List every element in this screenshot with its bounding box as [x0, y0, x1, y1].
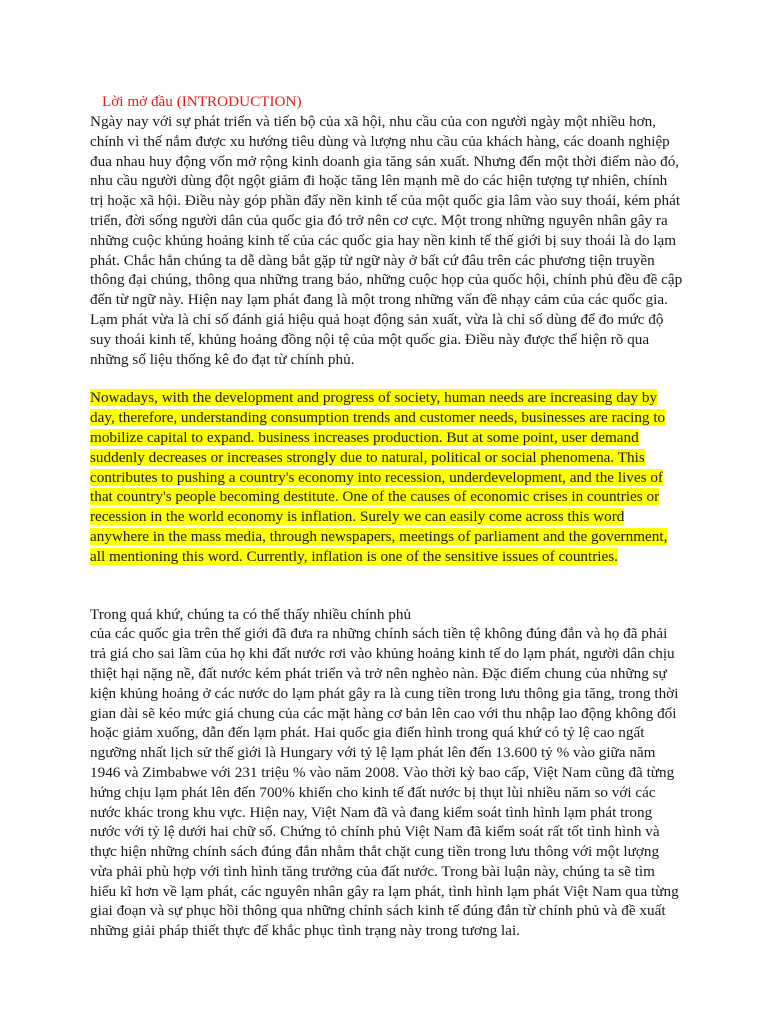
line-text: gian dài sẽ kéo mức giá chung của các mặt hàng cơ bản lên cao với thu nhập lao động không đổi	[90, 704, 677, 722]
line-text: hứng chịu lạm phát lên đến 700% khiến cho kinh tế đất nước bị thụt lùi nhiều năm so với các	[90, 783, 656, 801]
text-line	[90, 388, 680, 408]
text-line	[90, 211, 680, 231]
highlighted-text: that country's people becoming destitute. One of the causes of economic crises in countries or	[90, 488, 660, 506]
line-text: đến từ ngữ này. Hiện nay lạm phát đang là một trong những vấn đề nhạy cảm của các quốc gia.	[90, 291, 668, 309]
text-line	[90, 112, 680, 132]
text-line	[90, 723, 680, 743]
text-line	[90, 310, 680, 330]
vietnamese-history-paragraph	[90, 605, 680, 942]
text-line	[90, 743, 680, 763]
text-line	[90, 270, 683, 290]
line-text: hiểu kĩ hơn về lạm phát, các nguyên nhân gây ra lạm phát, tình hình lạm phát Việt Nam qua từng	[90, 882, 679, 900]
line-text: đua nhau huy động vốn mở rộng kinh doanh gia tăng sản xuất. Nhưng đến một thời điểm nào đó,	[90, 152, 680, 170]
text-line	[90, 547, 680, 567]
text-line	[90, 763, 680, 783]
text-line	[90, 527, 680, 547]
english-intro-paragraph-highlighted	[90, 388, 680, 566]
text-line	[90, 191, 680, 211]
line-text: nước với tỷ lệ dưới hai chữ số. Chứng tỏ chính phủ Việt Nam đã kiểm soát rất tốt tình hình và	[90, 823, 660, 841]
introduction-heading: Lời mở đầu (INTRODUCTION)	[102, 93, 302, 110]
line-text: thực hiện những chính sách đúng đắn nhằm thắt chặt cung tiền trong lưu thông với một lượng	[90, 843, 660, 861]
text-line	[90, 448, 680, 468]
line-text: Ngày nay với sự phát triển và tiến bộ của xã hội, nhu cầu của con người ngày một nhiều hơn,	[90, 113, 657, 130]
text-line	[90, 468, 680, 488]
text-line	[90, 644, 680, 664]
highlighted-text: Nowadays, with the development and progress of society, human needs are increasing day by	[90, 389, 658, 407]
text-line	[90, 803, 680, 823]
line-text: những số liệu thống kê đo đạt từ chính phủ.	[90, 350, 355, 368]
text-line	[90, 487, 680, 507]
line-text: của các quốc gia trên thế giới đã đưa ra những chính sách tiền tệ không đúng đắn và họ đã phải	[90, 625, 668, 643]
line-text: kiện khủng hoảng ở các nước do lạm phát gây ra là cung tiền trong lưu thông gia tăng, trong thời	[90, 684, 679, 702]
text-line	[90, 290, 680, 310]
vietnamese-intro-paragraph	[90, 112, 683, 369]
text-line	[90, 171, 680, 191]
text-line	[90, 862, 680, 882]
highlighted-text: suddenly decreases or increases strongly due to natural, political or social phenomena. This	[90, 448, 645, 466]
text-line	[90, 842, 680, 862]
line-text: nước khác trong khu vực. Hiện nay, Việt Nam đã và đang kiểm soát tình hình lạm phát trong	[90, 803, 653, 821]
text-line	[90, 605, 680, 625]
text-line	[90, 921, 680, 941]
line-text: trị hoặc xã hội. Điều này góp phần đẩy nền kinh tế của một quốc gia lâm vào suy thoái, kém phát	[90, 192, 681, 210]
document-page	[90, 92, 683, 941]
line-text: vừa phải phù hợp với tình hình tăng trưởng của đất nước. Trong bài luận này, chúng ta sẽ tìm	[90, 862, 655, 880]
line-text: thiệt hại nặng nề, đất nước kém phát triển và trở nên nghèo nàn. Đặc điểm chung của những sự	[90, 664, 667, 682]
line-text: hoặc giảm xuống, dẫn đến lạm phát. Hai quốc gia điển hình trong quá khứ có tỷ lệ cao ngất	[90, 724, 645, 742]
highlighted-text: anywhere in the mass media, through newspapers, meetings of parliament and the government,	[90, 527, 668, 545]
line-text: triển, đời sống người dân của quốc gia đó trở nên cơ cực. Một trong những nguyên nhân gây ra	[90, 211, 668, 229]
line-text: ngưỡng nhất lịch sử thế giới là Hungary với tỷ lệ lạm phát lên đến 13.600 tỷ % vào giữa năm	[90, 744, 656, 762]
text-line	[90, 152, 680, 172]
highlighted-text: all mentioning this word. Currently, inflation is one of the sensitive issues of countries.	[90, 547, 618, 565]
text-line	[90, 132, 680, 152]
text-line	[90, 901, 680, 921]
highlighted-text: recession in the world economy is inflation. Surely we can easily come across this word	[90, 508, 625, 526]
line-text: chính vì thế nắm được xu hướng tiêu dùng và lượng nhu cầu của khách hàng, các doanh nghiệp	[90, 132, 670, 150]
paragraph-gap-large	[90, 567, 680, 605]
text-line	[90, 350, 680, 370]
line-text: 1946 và Zimbabwe với 231 triệu % vào năm 2008. Vào thời kỳ bao cấp, Việt Nam cũng đã từng	[90, 763, 675, 781]
text-line	[90, 231, 680, 251]
text-line	[90, 330, 680, 350]
text-line	[90, 507, 680, 527]
line-text: Trong quá khứ, chúng ta có thể thấy nhiều chính phủ	[90, 605, 412, 623]
highlighted-text: day, therefore, understanding consumption trends and customer needs, businesses are racing to	[90, 409, 666, 427]
text-line	[90, 251, 680, 271]
highlighted-text: contributes to pushing a country's economy into recession, underdevelopment, and the lives of	[90, 468, 663, 486]
line-text: trả giá cho sai lầm của họ khi đất nước rơi vào khủng hoảng kinh tế do lạm phát, người dân chịu	[90, 645, 675, 663]
line-text: suy thoái kinh tế, khủng hoảng đồng nội tệ của một quốc gia. Điều này được thể hiện rõ qua	[90, 330, 650, 348]
line-text: những cuộc khủng hoảng kinh tế của các quốc gia hay nền kinh tế thế giới bị suy thoái là do lạm	[90, 231, 677, 249]
line-text: phát. Chắc hẳn chúng ta dễ dàng bắt gặp từ ngữ này ở bất cứ đâu trên các phương tiện truyền	[90, 251, 655, 269]
text-line	[90, 624, 680, 644]
text-line	[90, 664, 680, 684]
line-text: những giải pháp thiết thực để khắc phục tình trạng này trong tương lai.	[90, 922, 521, 940]
text-line	[90, 408, 680, 428]
highlighted-text: mobilize capital to expand. business increases production. But at some point, user demand	[90, 428, 639, 446]
paragraph-gap	[90, 369, 680, 388]
line-text: Lạm phát vừa là chỉ số đánh giá hiệu quả hoạt động sản xuất, vừa là chỉ số dùng để đo mức độ	[90, 310, 664, 328]
text-line	[90, 684, 680, 704]
text-line	[90, 783, 680, 803]
text-line	[90, 704, 680, 724]
line-text: nhu cầu người dùng đột ngột giảm đi hoặc tăng lên mạnh mẽ do các hiện tượng tự nhiên, chính	[90, 172, 668, 190]
text-line	[90, 428, 680, 448]
line-text: giai đoạn và sự phục hồi thông qua những chính sách kinh tế đúng đắn từ chính phủ và đề xuất	[90, 902, 666, 920]
text-line	[90, 822, 680, 842]
text-line	[90, 882, 680, 902]
line-text: thông đại chúng, thông qua những trang báo, những cuộc họp của quốc hội, chính phủ đều đề cập	[90, 271, 683, 289]
